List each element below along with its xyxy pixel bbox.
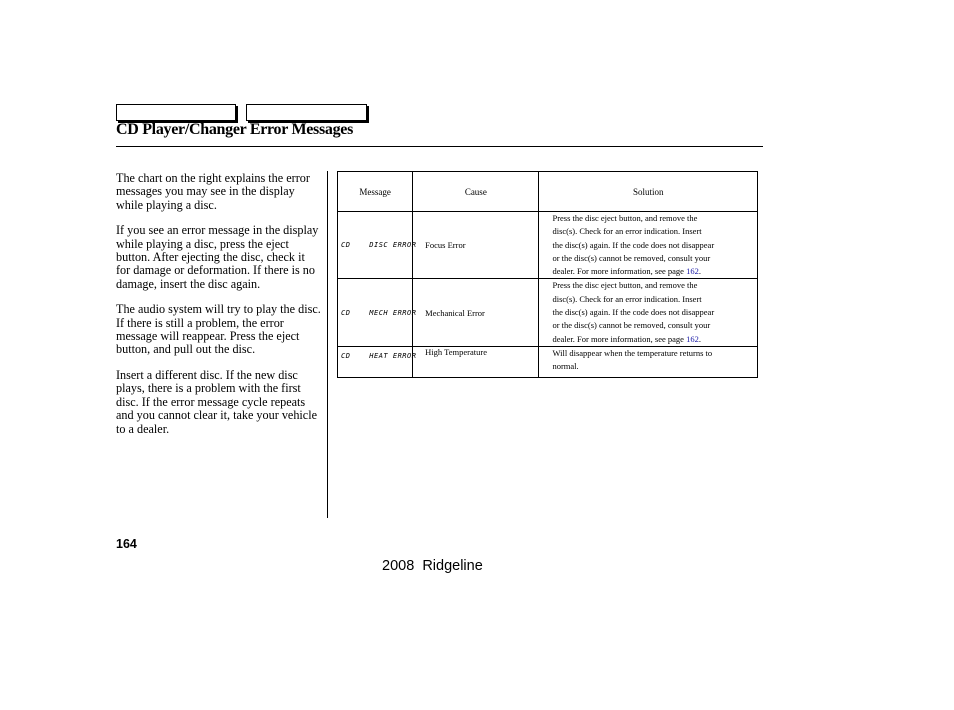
table-row bbox=[338, 212, 758, 279]
solution-line: the disc(s) again. If the code does not disappear bbox=[552, 239, 715, 250]
solution-line: Will disappear when the temperature returns to bbox=[552, 347, 713, 358]
display-message: CD MECH ERROR bbox=[338, 279, 413, 346]
table-header-row bbox=[338, 172, 758, 212]
solution-cell bbox=[539, 212, 758, 279]
solution-line: Press the disc eject button, and remove the bbox=[552, 213, 698, 223]
footer-model: 2008 Ridgeline bbox=[382, 558, 483, 574]
paragraph: If you see an error message in the display while playing a disc, press the eject button. After ejecting the disc, check it for damage or deformation. If there is no damage, insert the disc again. bbox=[116, 223, 319, 291]
solution-line: or the disc(s) cannot be removed, consult your bbox=[552, 320, 711, 331]
solution-line: normal. bbox=[552, 361, 579, 372]
cause-cell: Focus Error bbox=[413, 212, 539, 279]
solution-line: Press the disc eject button, and remove the bbox=[552, 280, 698, 291]
solution-line: the disc(s) again. If the code does not disappear bbox=[552, 307, 715, 318]
column-divider bbox=[327, 171, 328, 518]
solution-line bbox=[552, 333, 751, 346]
page-reference-link[interactable]: 162 bbox=[686, 266, 699, 277]
paragraph: The chart on the right explains the error messages you may see in the display while playing a disc. bbox=[116, 171, 310, 212]
solution-text: dealer. For more information, see page bbox=[552, 266, 687, 277]
title-divider bbox=[116, 146, 763, 147]
intro-text bbox=[116, 172, 322, 448]
error-messages-table bbox=[337, 171, 758, 378]
solution-line bbox=[552, 265, 751, 278]
header-solution: Solution bbox=[539, 172, 758, 212]
table-row bbox=[338, 279, 758, 346]
solution-text: . bbox=[698, 333, 701, 344]
page-title: CD Player/Changer Error Messages bbox=[116, 121, 354, 138]
display-message: CD DISC ERROR bbox=[338, 212, 413, 279]
solution-cell bbox=[539, 279, 758, 346]
solution-line: disc(s). Check for an error indication. Insert bbox=[552, 293, 702, 304]
solution-cell bbox=[539, 346, 758, 377]
solution-line: or the disc(s) cannot be removed, consult your bbox=[552, 252, 711, 263]
header-message: Message bbox=[338, 172, 413, 212]
solution-line: disc(s). Check for an error indication. Insert bbox=[552, 226, 702, 237]
page-number: 164 bbox=[116, 537, 137, 551]
solution-text: . bbox=[698, 266, 701, 277]
paragraph: The audio system will try to play the disc. If there is still a problem, the error message will reappear. Press the eject button, and pull out the disc. bbox=[116, 302, 321, 357]
table-row bbox=[338, 346, 758, 377]
paragraph: Insert a different disc. If the new disc plays, there is a problem with the first disc. If the error message cycle repeats and you cannot clear it, take your vehicle to a dealer. bbox=[116, 367, 318, 436]
header-cause: Cause bbox=[413, 172, 539, 212]
page-reference-link[interactable]: 162 bbox=[686, 333, 699, 344]
nav-tab-box-2[interactable] bbox=[246, 104, 367, 121]
solution-text: dealer. For more information, see page bbox=[552, 333, 687, 344]
cause-cell: Mechanical Error bbox=[413, 279, 539, 346]
cause-cell: High Temperature bbox=[413, 346, 539, 377]
display-message: CD HEAT ERROR bbox=[338, 346, 413, 377]
nav-tab-box-1[interactable] bbox=[116, 104, 236, 121]
